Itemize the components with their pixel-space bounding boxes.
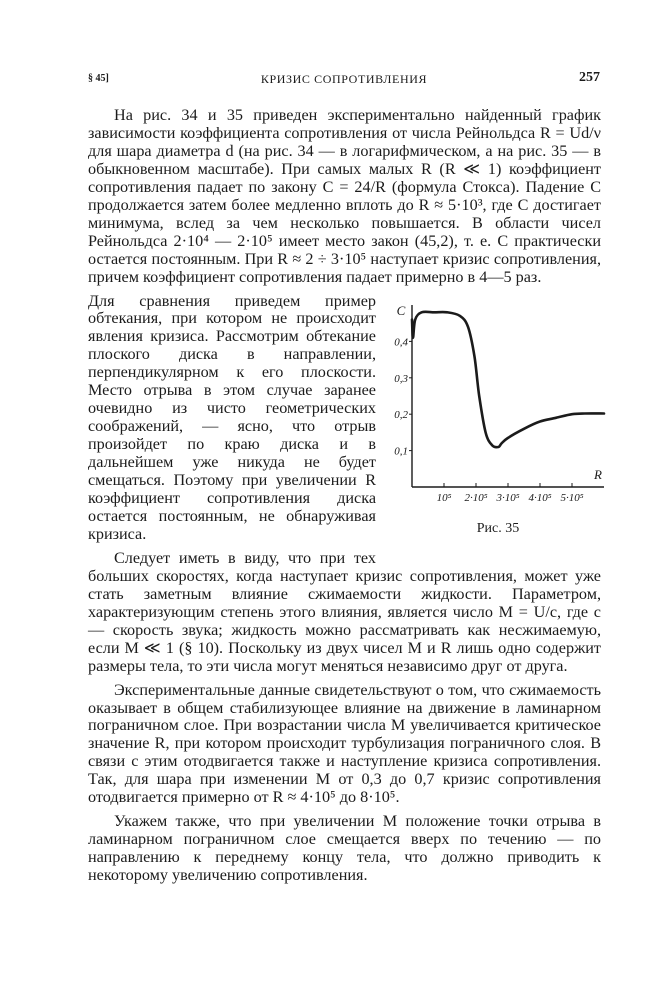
- running-title: КРИЗИС СОПРОТИВЛЕНИЯ: [260, 72, 428, 86]
- y-tick-label: 0,4: [394, 335, 408, 348]
- x-tick-label: 10⁵: [436, 491, 452, 504]
- body-text: [88, 107, 601, 891]
- y-axis-label: C: [396, 302, 406, 318]
- paragraph-2: Для сравнения приведем пример обтекания, при котором не происходит явления кризиса. Рассмотрим обтекание плоского диска в направлении, перпендикулярном к его плоскости. Место отрыва в этом случае заранее очевидно из чисто геометрических соображений, — ясно, что отрыв произойдет по краю диска и в дальнейшем уже никуда не будет смещаться. Поэтому при увеличении R коэффициент сопротивления диска остается постоянным, не обнаруживая кризиса.: [88, 291, 376, 543]
- y-tick-label: 0,2: [394, 408, 408, 421]
- paragraph-5: Укажем также, что при увеличении M положение точки отрыва в ламинарном пограничном слое смещается вверх по течению — по направлению к переднему концу тела, что должно приводить к некоторому увеличению сопротивления.: [88, 812, 601, 885]
- paragraph-1: На рис. 34 и 35 приведен экспериментально найденный график зависимости коэффициента сопротивления от числа Рейнольдса R = Ud/ν для шара диаметра d (на рис. 34 — в логарифмическом, а на рис. 35 — в обыкновенном масштабе). При самых малых R (R ≪ 1) коэффициент сопротивления падает по закону C = 24/R (формула Стокса). Падение C продолжается затем более медленно вплоть до R ≈ 5·10³, где C достигает минимума, вслед за чем несколько повышается. В области чисел Рейнольдса 2·10⁴ — 2·10⁵ имеет место закон (45,2), т. е. C практически остается постоянным. При R ≈ 2 ÷ 3·10⁵ наступает кризис сопротивления, причем коэффициент сопротивления падает примерно в 4—5 раз.: [88, 106, 601, 286]
- drag-coefficient-chart: [388, 297, 608, 517]
- y-tick-label: 0,1: [394, 445, 408, 458]
- page-number: 257: [579, 70, 600, 85]
- page-header: [88, 70, 600, 90]
- drag-curve: [412, 311, 604, 446]
- y-tick-label: 0,3: [394, 372, 408, 385]
- figure-35: [388, 297, 608, 559]
- x-tick-label: 2·10⁵: [464, 491, 488, 504]
- paragraph-3: Следует иметь в виду, что при тех больших скоростях, когда наступает кризис сопротивления, может уже стать заметным влияние сжимаемости жидкости. Параметром, характеризующим степень этого влияния, является число M = U/c, где c — скорость звука; жидкость можно рассматривать как несжимаемую, если M ≪ 1 (§ 10). Поскольку из двух чисел M и R лишь одно содержит размеры тела, то эти числа могут меняться независимо друг от друга.: [88, 548, 601, 675]
- x-tick-label: 3·10⁵: [496, 491, 520, 504]
- figure-caption: Рис. 35: [476, 520, 520, 536]
- x-tick-label: 5·10⁵: [560, 491, 584, 504]
- paragraph-4: Экспериментальные данные свидетельствуют о том, что сжимаемость оказывает в общем стабилизующее влияние на движение в ламинарном пограничном слое. При возрастании числа M увеличивается критическое значение R, при котором происходит турбулизация пограничного слоя. В связи с этим отодвигается также и наступление кризиса сопротивления. Так, для шара при изменении M от 0,3 до 0,7 кризис сопротивления отодвигается примерно от R ≈ 4·10⁵ до 8·10⁵.: [88, 680, 601, 807]
- section-marker: § 45]: [88, 73, 109, 84]
- x-tick-label: 4·10⁵: [528, 491, 552, 504]
- x-axis-label: R: [594, 466, 602, 482]
